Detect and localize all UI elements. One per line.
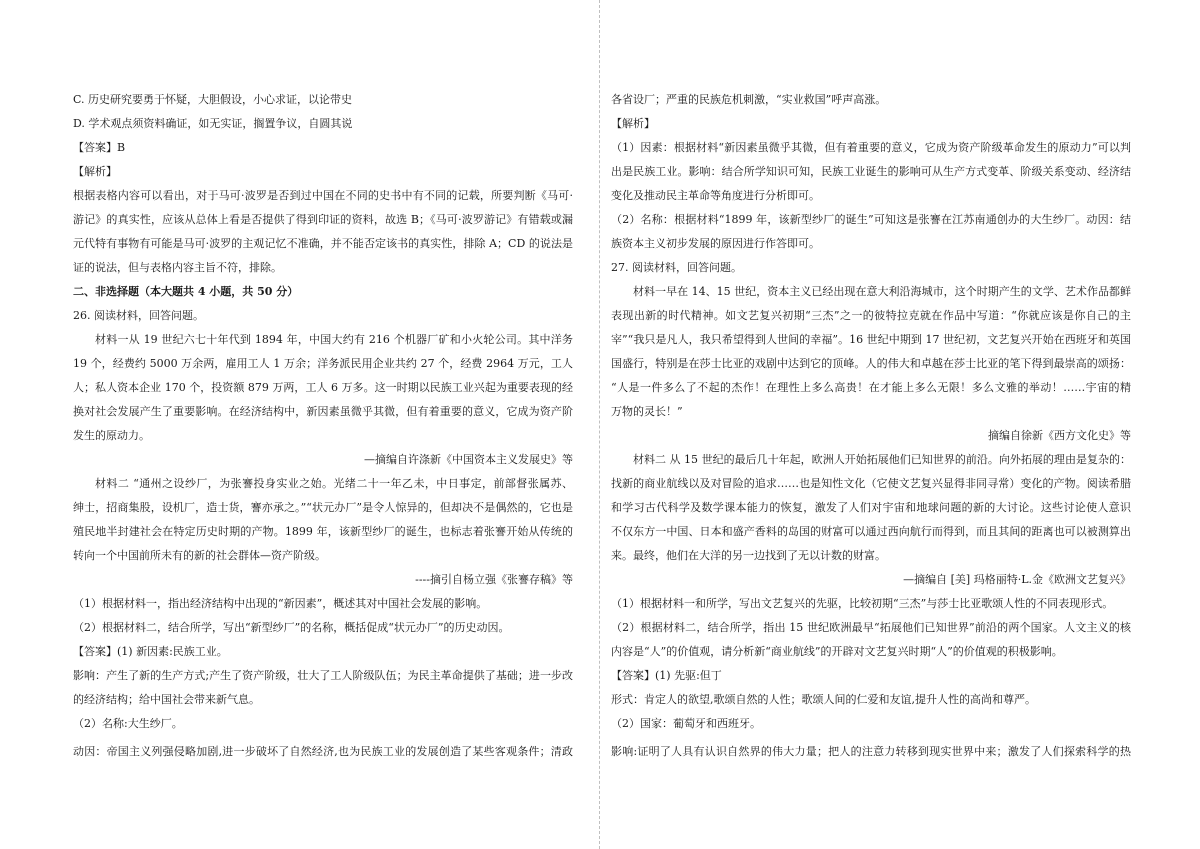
analysis-line: 出是民族工业。影响：结合所学知识可知，民族工业诞生的影响可从生产方式变革、阶级关系变动、经济结 [611,165,1131,178]
source-citation: 摘编自徐新《西方文化史》等 [988,429,1131,442]
answer-line: 【答案】(1) 新因素:民族工业。 [73,645,228,658]
sub-question: （1）根据材料一和所学，写出文艺复兴的先驱，比较初期“三杰”与莎士比亚歌颂人性的不同表现形式。 [611,597,1114,610]
answer-line: （2）国家：葡萄牙和西班牙。 [611,717,761,730]
material-line: 材料二 从 15 世纪的最后几十年起，欧洲人开始拓展他们已知世界的前沿。向外拓展的理由是复杂的： [633,453,1131,466]
analysis-line: 证的说法，但与表格内容主旨不符，排除。 [73,261,282,274]
analysis-line: 元代特有事物有可能是马可·波罗的主观记忆不准确，并不能否定该书的真实性，排除 A；CD 的说法是 [73,237,573,250]
analysis-line: （2）名称：根据材料“1899 年，该新型纱厂的诞生”可知这是张謇在江苏南通创办的大生纱厂。动因：结 [611,213,1131,226]
question-26-title: 26. 阅读材料，回答问题。 [73,309,204,322]
material-line: 和学习古代科学及数学课本能力的恢复，激发了人们对宇宙和地球问题的新的大讨论。这些讨论使人意识 [611,501,1131,514]
answer-line: 形式：肯定人的欲望,歌颂自然的人性；歌颂人间的仁爱和友谊,提升人性的高尚和尊严。 [611,693,1036,706]
material-line: 转向一个中国前所未有的新的社会群体—资产阶级。 [73,549,326,562]
material-line: 绅士，招商集股，设机厂，造士货，謇亦承之。”“状元办厂”是令人惊异的，但却决不是偶然的，它也是 [73,501,573,514]
analysis-line: 根据表格内容可以看出，对于马可·波罗是否到过中国在不同的史书中有不同的记载，所要判断《马可· [73,189,573,202]
material-line: 宰”“我只是凡人，我只希望得到人世间的幸福”。16 世纪中期到 17 世纪初，文艺复兴开始在西班牙和英国 [611,333,1131,346]
analysis-line: （1）因素：根据材料“新因素虽微乎其微，但有着重要的意义，它成为资产阶级革命发生的原动力”可以判 [611,141,1131,154]
analysis-line: 变化及推动民主革命等角度进行分析即可。 [611,189,820,202]
answer-line: 各省设厂；严重的民族危机刺激，“实业救国”呼声高涨。 [611,93,887,106]
material-line: 人；私人资本企业 170 个，投资额 879 万两，工人 6 万多。这一时期以民族工业兴起为重要表现的经 [73,381,573,394]
sub-question: （2）根据材料二，结合所学，写出“新型纱厂”的名称，概括促成“状元办厂”的历史动因。 [73,621,510,634]
material-line: 找新的商业航线以及对冒险的追求……也是知性文化（它使文艺复兴显得非同寻常）变化的产物。阅读希腊 [611,477,1131,490]
answer-line: 影响:证明了人具有认识自然界的伟大力量；把人的注意力转移到现实世界中来；激发了人们探索科学的热 [611,745,1131,758]
material-line: 不仅东方一中国、日本和盛产香料的岛国的财富可以通过西向航行而得到，而且其间的距离也可以被测算出 [611,525,1131,538]
material-line: 材料二 “通州之设纱厂，为张謇投身实业之始。光绪二十一年乙未，中日事定，前部督张属苏、 [95,477,573,490]
material-line: 表现出新的时代精神。如文艺复兴初期“三杰”之一的彼特拉克就在作品中写道：“你就应该是你自己的主 [611,309,1131,322]
question-27-title: 27. 阅读材料，回答问题。 [611,261,742,274]
source-citation: —摘编自 [美] 玛格丽特·L.金《欧洲文艺复兴》 [903,573,1131,586]
answer-line: 的经济结构；给中国社会带来新气息。 [73,693,260,706]
material-line: 万物的灵长！” [611,405,683,418]
analysis-line: 族资本主义初步发展的原因进行作答即可。 [611,237,820,250]
material-line: 发生的原动力。 [73,429,150,442]
material-line: 材料一早在 14、15 世纪，资本主义已经出现在意大利沿海城市，这个时期产生的文学、艺术作品都鲜 [633,285,1131,298]
option-c: C. 历史研究要勇于怀疑，大胆假设，小心求证，以论带史 [73,93,353,106]
analysis-label: 【解析】 [611,117,655,130]
material-line: 材料一从 19 世纪六七十年代到 1894 年，中国大约有 216 个机器厂矿和小火轮公司。其中洋务 [95,333,573,346]
material-line: 19 个，经费约 5000 万余两，雇用工人 1 万余；洋务派民用企业共约 27 个，经费 2964 万元，工人 [73,357,573,370]
material-line: “人是一件多么了不起的杰作！在理性上多么高贵！在才能上多么无限！多么文雅的举动！……宇宙的精 [611,381,1131,394]
answer-label: 【答案】B [73,141,126,154]
material-line: 换对社会发展产生了重要影响。在经济结构中，新因素虽微乎其微，但有着重要的意义，它成为资产阶 [73,405,573,418]
answer-line: 影响：产生了新的生产方式;产生了资产阶级，壮大了工人阶级队伍；为民主革命提供了基础；进一步改 [73,669,573,682]
option-d: D. 学术观点须资料确证，如无实证，搁置争议，自圆其说 [73,117,353,130]
answer-line: （2）名称:大生纱厂。 [73,717,183,730]
material-line: 殖民地半封建社会在特定历史时期的产物。1899 年，该新型纱厂的诞生，也标志着张謇开始从传统的 [73,525,573,538]
material-line: 来。最终，他们在大洋的另一边找到了无以计数的财富。 [611,549,886,562]
sub-question: （1）根据材料一，指出经济结构中出现的“新因素”，概述其对中国社会发展的影响。 [73,597,488,610]
material-line: 国盛行，特别是在莎士比亚的戏剧中达到它的顶峰。人的伟大和卓越在莎士比亚的笔下得到最崇高的颂扬： [611,357,1131,370]
answer-line: 动因：帝国主义列强侵略加剧,进一步破坏了自然经济,也为民族工业的发展创造了某些客观条件；清政 [73,745,573,758]
source-citation: ----摘引自杨立强《张謇存稿》等 [415,573,573,586]
analysis-label: 【解析】 [73,165,117,178]
sub-question: （2）根据材料二，结合所学，指出 15 世纪欧洲最早“拓展他们已知世界”前沿的两个国家。人文主义的核 [611,621,1131,634]
column-divider [599,0,600,849]
section-heading: 二、非选择题（本大题共 4 小题，共 50 分） [73,285,299,298]
answer-line: 【答案】(1) 先驱:但丁 [611,669,722,682]
analysis-line: 游记》的真实性，应该从总体上看是否提供了得到印证的资料，故选 B；《马可·波罗游记》有错载或漏 [73,213,573,226]
sub-question: 内容是“人”的价值观，请分析新“商业航线”的开辟对文艺复兴时期“人”的价值观的积极影响。 [611,645,1063,658]
source-citation: —摘编自许涤新《中国资本主义发展史》等 [364,453,573,466]
